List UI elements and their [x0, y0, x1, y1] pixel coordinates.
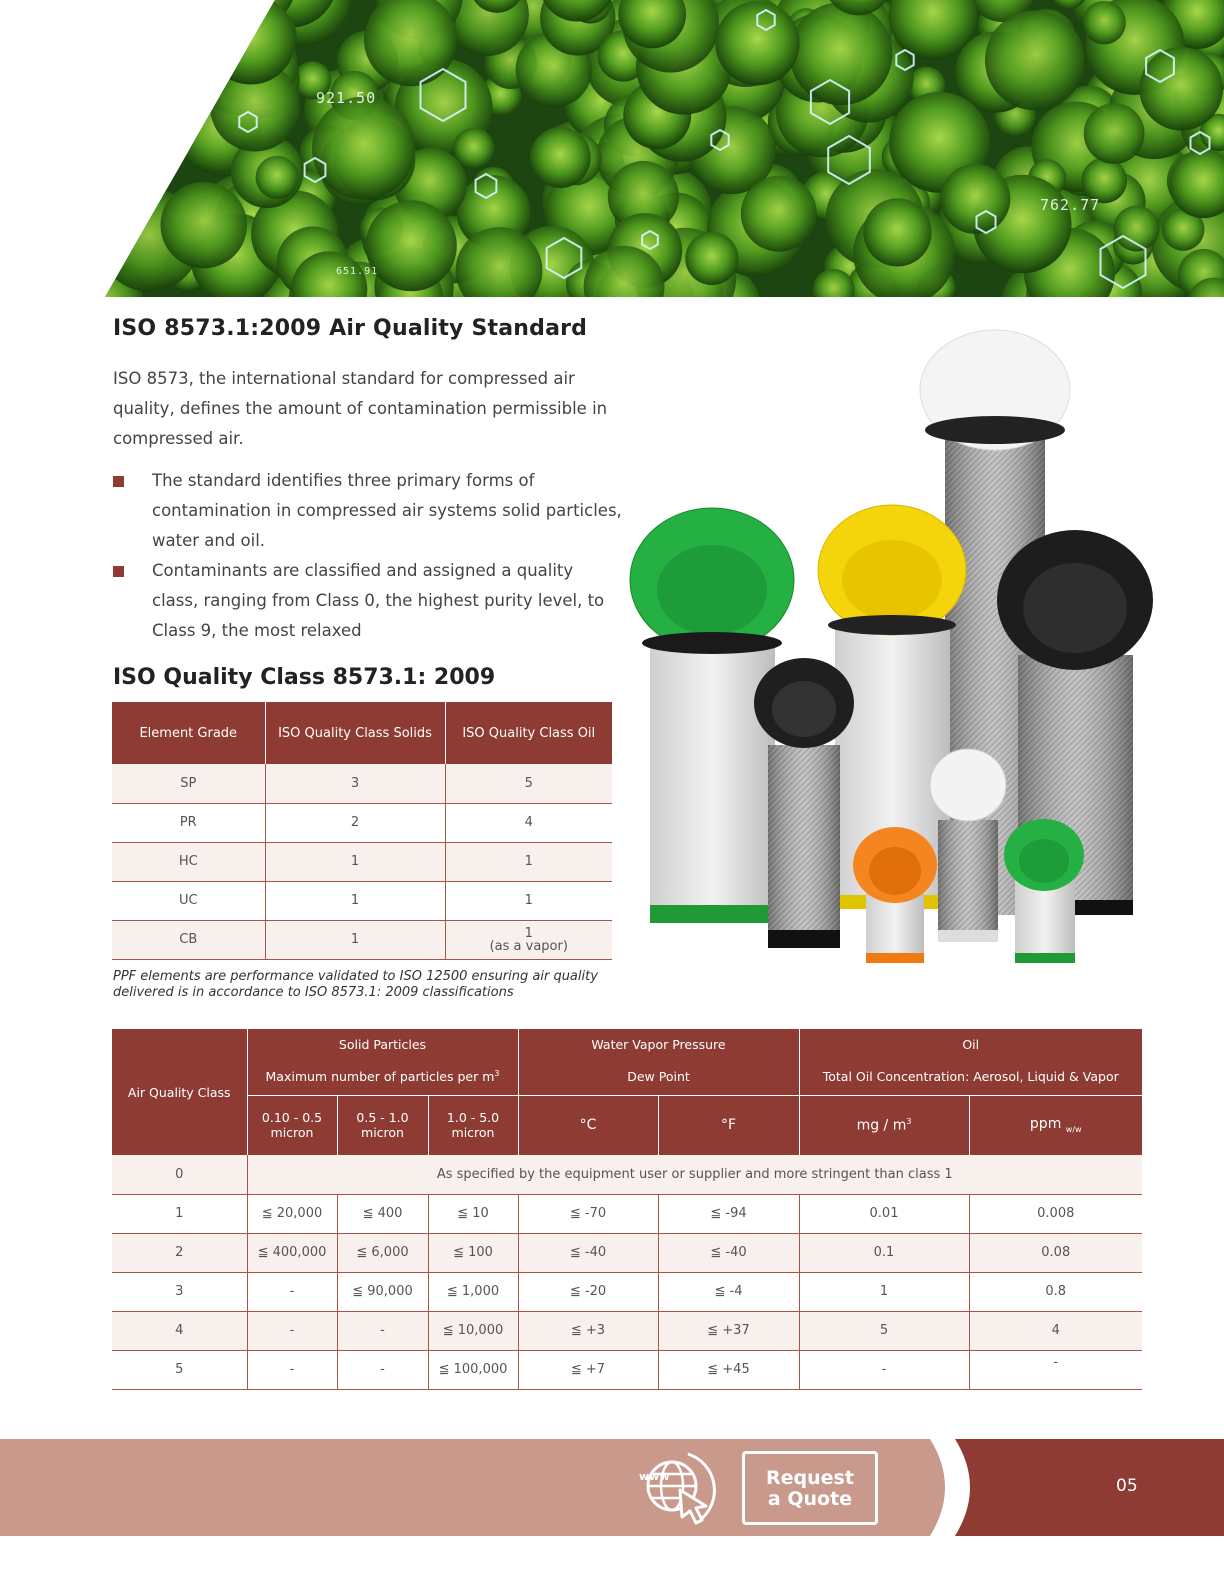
air-quality-table [112, 1029, 1142, 1390]
table-row: 0 As specified by the equipment user or supplier and more stringent than class 1 [112, 1155, 1142, 1194]
header-element-grade: Element Grade [112, 702, 265, 764]
hero-number-3: 651.91 [336, 266, 379, 277]
validation-note: PPF elements are performance validated to ISO 12500 ensuring air quality delivered is in accordance to ISO 8573.1: 2009 classifications [113, 969, 598, 1000]
oil-note: (as a vapor) [489, 938, 568, 954]
table-row: CB 1 1 (as a vapor) [112, 920, 612, 959]
table-row: UC 1 1 [112, 881, 612, 920]
header-particle-size-3: 1.0 - 5.0 micron [428, 1095, 518, 1155]
page-number: 05 [1116, 1476, 1138, 1496]
forest-canopy-image [0, 0, 1224, 297]
hero-banner [0, 0, 1224, 297]
table-row: SP 3 5 [112, 764, 612, 803]
class-zero-description: As specified by the equipment user or supplier and more stringent than class 1 [247, 1155, 1142, 1194]
header-dew-point: Dew Point [518, 1059, 799, 1095]
bullet-square-icon [113, 566, 124, 577]
table-row: HC 1 1 [112, 842, 612, 881]
request-quote-button[interactable]: Request a Quote [742, 1451, 878, 1525]
www-globe-cursor-icon[interactable] [638, 1450, 720, 1526]
section-title: ISO 8573.1:2009 Air Quality Standard [113, 316, 588, 341]
small-white-cap-icon [930, 749, 1006, 821]
header-solid-particles: Solid Particles [247, 1029, 518, 1059]
hero-number-1: 921.50 [316, 89, 377, 107]
header-celsius: °C [518, 1095, 658, 1155]
header-particle-size-2: 0.5 - 1.0 micron [337, 1095, 428, 1155]
table-row: 2 ≦ 400,000 ≦ 6,000 ≦ 100 ≦ -40 ≦ -40 0.1 0.08 [112, 1233, 1142, 1272]
table-row: 3 - ≦ 90,000 ≦ 1,000 ≦ -20 ≦ -4 1 0.8 [112, 1272, 1142, 1311]
table-row: 4 - - ≦ 10,000 ≦ +3 ≦ +37 5 4 [112, 1311, 1142, 1350]
filter-elements-image [620, 325, 1160, 975]
table-row: 1 ≦ 20,000 ≦ 400 ≦ 10 ≦ -70 ≦ -94 0.01 0.008 [112, 1194, 1142, 1233]
header-particle-size-1: 0.10 - 0.5 micron [247, 1095, 337, 1155]
header-fahrenheit: °F [658, 1095, 799, 1155]
svg-text:www: www [639, 1470, 670, 1483]
element-grade-table [112, 702, 612, 960]
header-oil: ISO Quality Class Oil [445, 702, 612, 764]
intro-paragraph: ISO 8573, the international standard for compressed air quality, defines the amount of contamination permissible in compressed air. [113, 369, 608, 448]
header-mg-m3: mg / $m^3$ [799, 1095, 969, 1155]
header-oil: Oil [799, 1029, 1142, 1059]
table-row: 5 - - ≦ 100,000 ≦ +7 ≦ +45 - - [112, 1350, 1142, 1389]
bullet-item: The standard identifies three primary forms of contamination in compressed air systems solid particles, water and oil. [113, 466, 623, 556]
header-max-particles: Maximum number of particles per $m^3$ [247, 1059, 518, 1095]
table-row: PR 2 4 [112, 803, 612, 842]
bullet-item: Contaminants are classified and assigned a quality class, ranging from Class 0, the highest purity level, to Class 9, the most relaxed [113, 556, 623, 646]
header-ppm: ppm $_{w/w}$ [969, 1095, 1142, 1155]
class-table-title: ISO Quality Class 8573.1: 2009 [113, 665, 496, 690]
bullet-square-icon [113, 476, 124, 487]
header-solids: ISO Quality Class Solids [265, 702, 445, 764]
bullet-list [113, 466, 623, 646]
header-oil-concentration: Total Oil Concentration: Aerosol, Liquid & Vapor [799, 1059, 1142, 1095]
hero-number-2: 762.77 [1040, 196, 1101, 214]
header-air-quality-class: Air Quality Class [112, 1029, 247, 1155]
footer-bar [0, 1439, 1224, 1536]
header-water-vapor: Water Vapor Pressure [518, 1029, 799, 1059]
